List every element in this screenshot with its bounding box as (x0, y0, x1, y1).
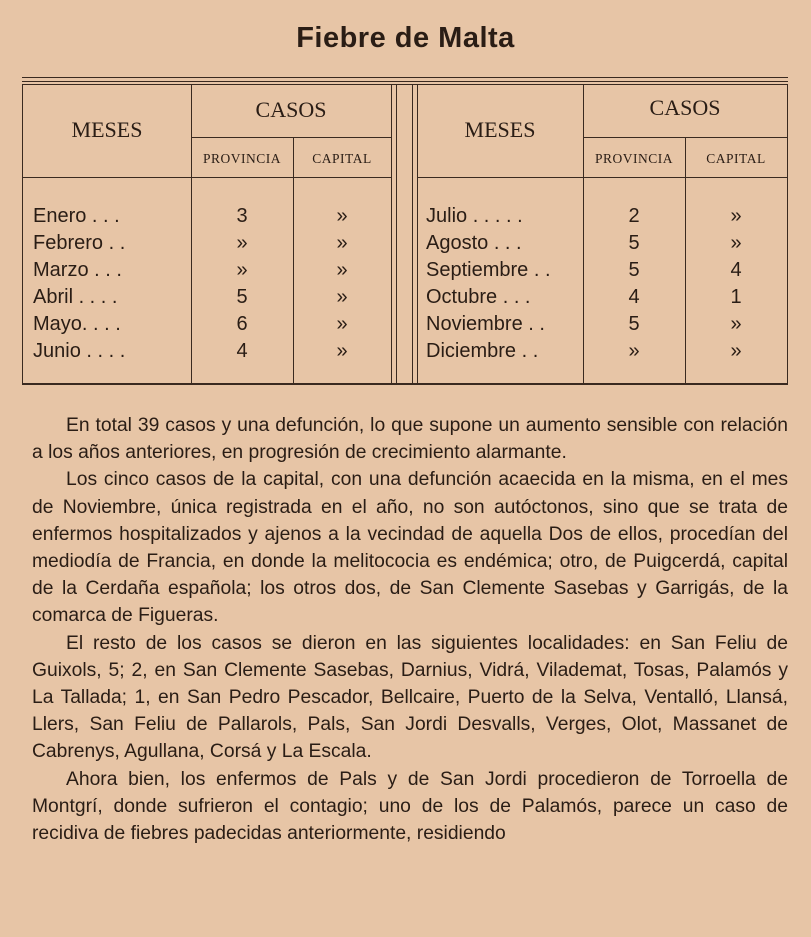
month-label: Abril . . . . (33, 286, 118, 308)
capital-value: » (730, 205, 742, 227)
provincia-value: » (628, 340, 640, 362)
month-label: Marzo . . . (33, 259, 122, 281)
divider (417, 177, 787, 178)
provincia-value: 4 (628, 286, 640, 308)
top-rule (22, 77, 788, 78)
paragraph: El resto de los casos se dieron en las siguientes localidades: en San Feliu de Guixols, 5; 2, en San Clemente Sasebas, Darnius, Vidrá, Vilademat, Tosas, Palamós y La Tallada; 1, en San Pedro Pescador, Bellcaire, Puerto de la Selva, Ventalló, Llansá, Llers, San Feliu de Pallarols, Pals, San Jordi Desvalls, Verges, Olot, Massanet de Cabrenys, Agullana, Corsá y La Escala. (32, 632, 788, 763)
header-provincia: PROVINCIA (202, 151, 281, 166)
capital-value: » (336, 259, 348, 281)
divider (396, 85, 397, 383)
divider (412, 85, 413, 383)
month-label: Julio . . . . . (426, 205, 523, 227)
provincia-value: » (236, 259, 248, 281)
provincia-value: 4 (236, 340, 248, 362)
month-label: Junio . . . . (33, 340, 126, 362)
divider (391, 85, 392, 383)
capital-value: » (336, 286, 348, 308)
paragraph: Los cinco casos de la capital, con una defunción acaecida en la misma, en el mes de Noviembre, única registrada en el año, no son autóctonos, sino que se trata de enfermos hospitalizados y ajenos a la vecindad de aquella Dos de ellos, procedían del mediodía de Francia, en donde la melitococia es endémica; otro, de Puigcerdá, capital de la Cerdaña española; los otros dos, de San Clemente Sasebas y Garrigás, de la comarca de Figueras. (32, 469, 788, 627)
provincia-value: 2 (628, 205, 640, 227)
paragraph: En total 39 casos y una defunción, lo que supone un aumento sensible con relación a los años anteriores, en progresión de crecimiento alarmante. (32, 415, 788, 464)
provincia-value: 3 (236, 205, 248, 227)
header-meses: MESES (464, 117, 536, 142)
body-text (32, 412, 788, 847)
provincia-value: 5 (628, 259, 640, 281)
provincia-value: 6 (236, 313, 248, 335)
divider (583, 137, 787, 138)
page-title: Fiebre de Malta (296, 22, 515, 54)
capital-value: 1 (730, 286, 742, 308)
top-rule-inner (22, 81, 788, 82)
month-label: Octubre . . . (426, 286, 531, 308)
bottom-rule (22, 384, 788, 385)
capital-value: » (730, 313, 742, 335)
capital-value: » (730, 232, 742, 254)
monthly-cases-table (22, 84, 788, 384)
month-label: Septiembre . . (426, 259, 551, 281)
header-capital: CAPITAL (312, 151, 372, 166)
provincia-value: 5 (236, 286, 248, 308)
month-label: Mayo. . . . (33, 313, 121, 335)
capital-value: 4 (730, 259, 742, 281)
month-label: Diciembre . . (426, 340, 539, 362)
provincia-value: » (236, 232, 248, 254)
header-meses: MESES (71, 117, 143, 142)
capital-value: » (336, 313, 348, 335)
month-label: Agosto . . . (426, 232, 522, 254)
capital-value: » (336, 205, 348, 227)
header-provincia: PROVINCIA (594, 151, 673, 166)
provincia-value: 5 (628, 232, 640, 254)
month-label: Noviembre . . (426, 313, 545, 335)
header-capital: CAPITAL (706, 151, 766, 166)
provincia-value: 5 (628, 313, 640, 335)
capital-value: » (336, 232, 348, 254)
paragraph: Ahora bien, los enfermos de Pals y de San Jordi procedieron de Torroella de Montgrí, donde sufrieron el contagio; uno de los de Palamós, parece un caso de recidiva de fiebres padecidas anteriormente, residiendo (32, 768, 788, 845)
month-label: Enero . . . (33, 205, 120, 227)
capital-value: » (730, 340, 742, 362)
capital-value: » (336, 340, 348, 362)
divider (23, 177, 391, 178)
month-label: Febrero . . (33, 232, 126, 254)
header-casos: CASOS (255, 97, 327, 122)
header-casos: CASOS (649, 95, 721, 120)
divider (191, 137, 391, 138)
